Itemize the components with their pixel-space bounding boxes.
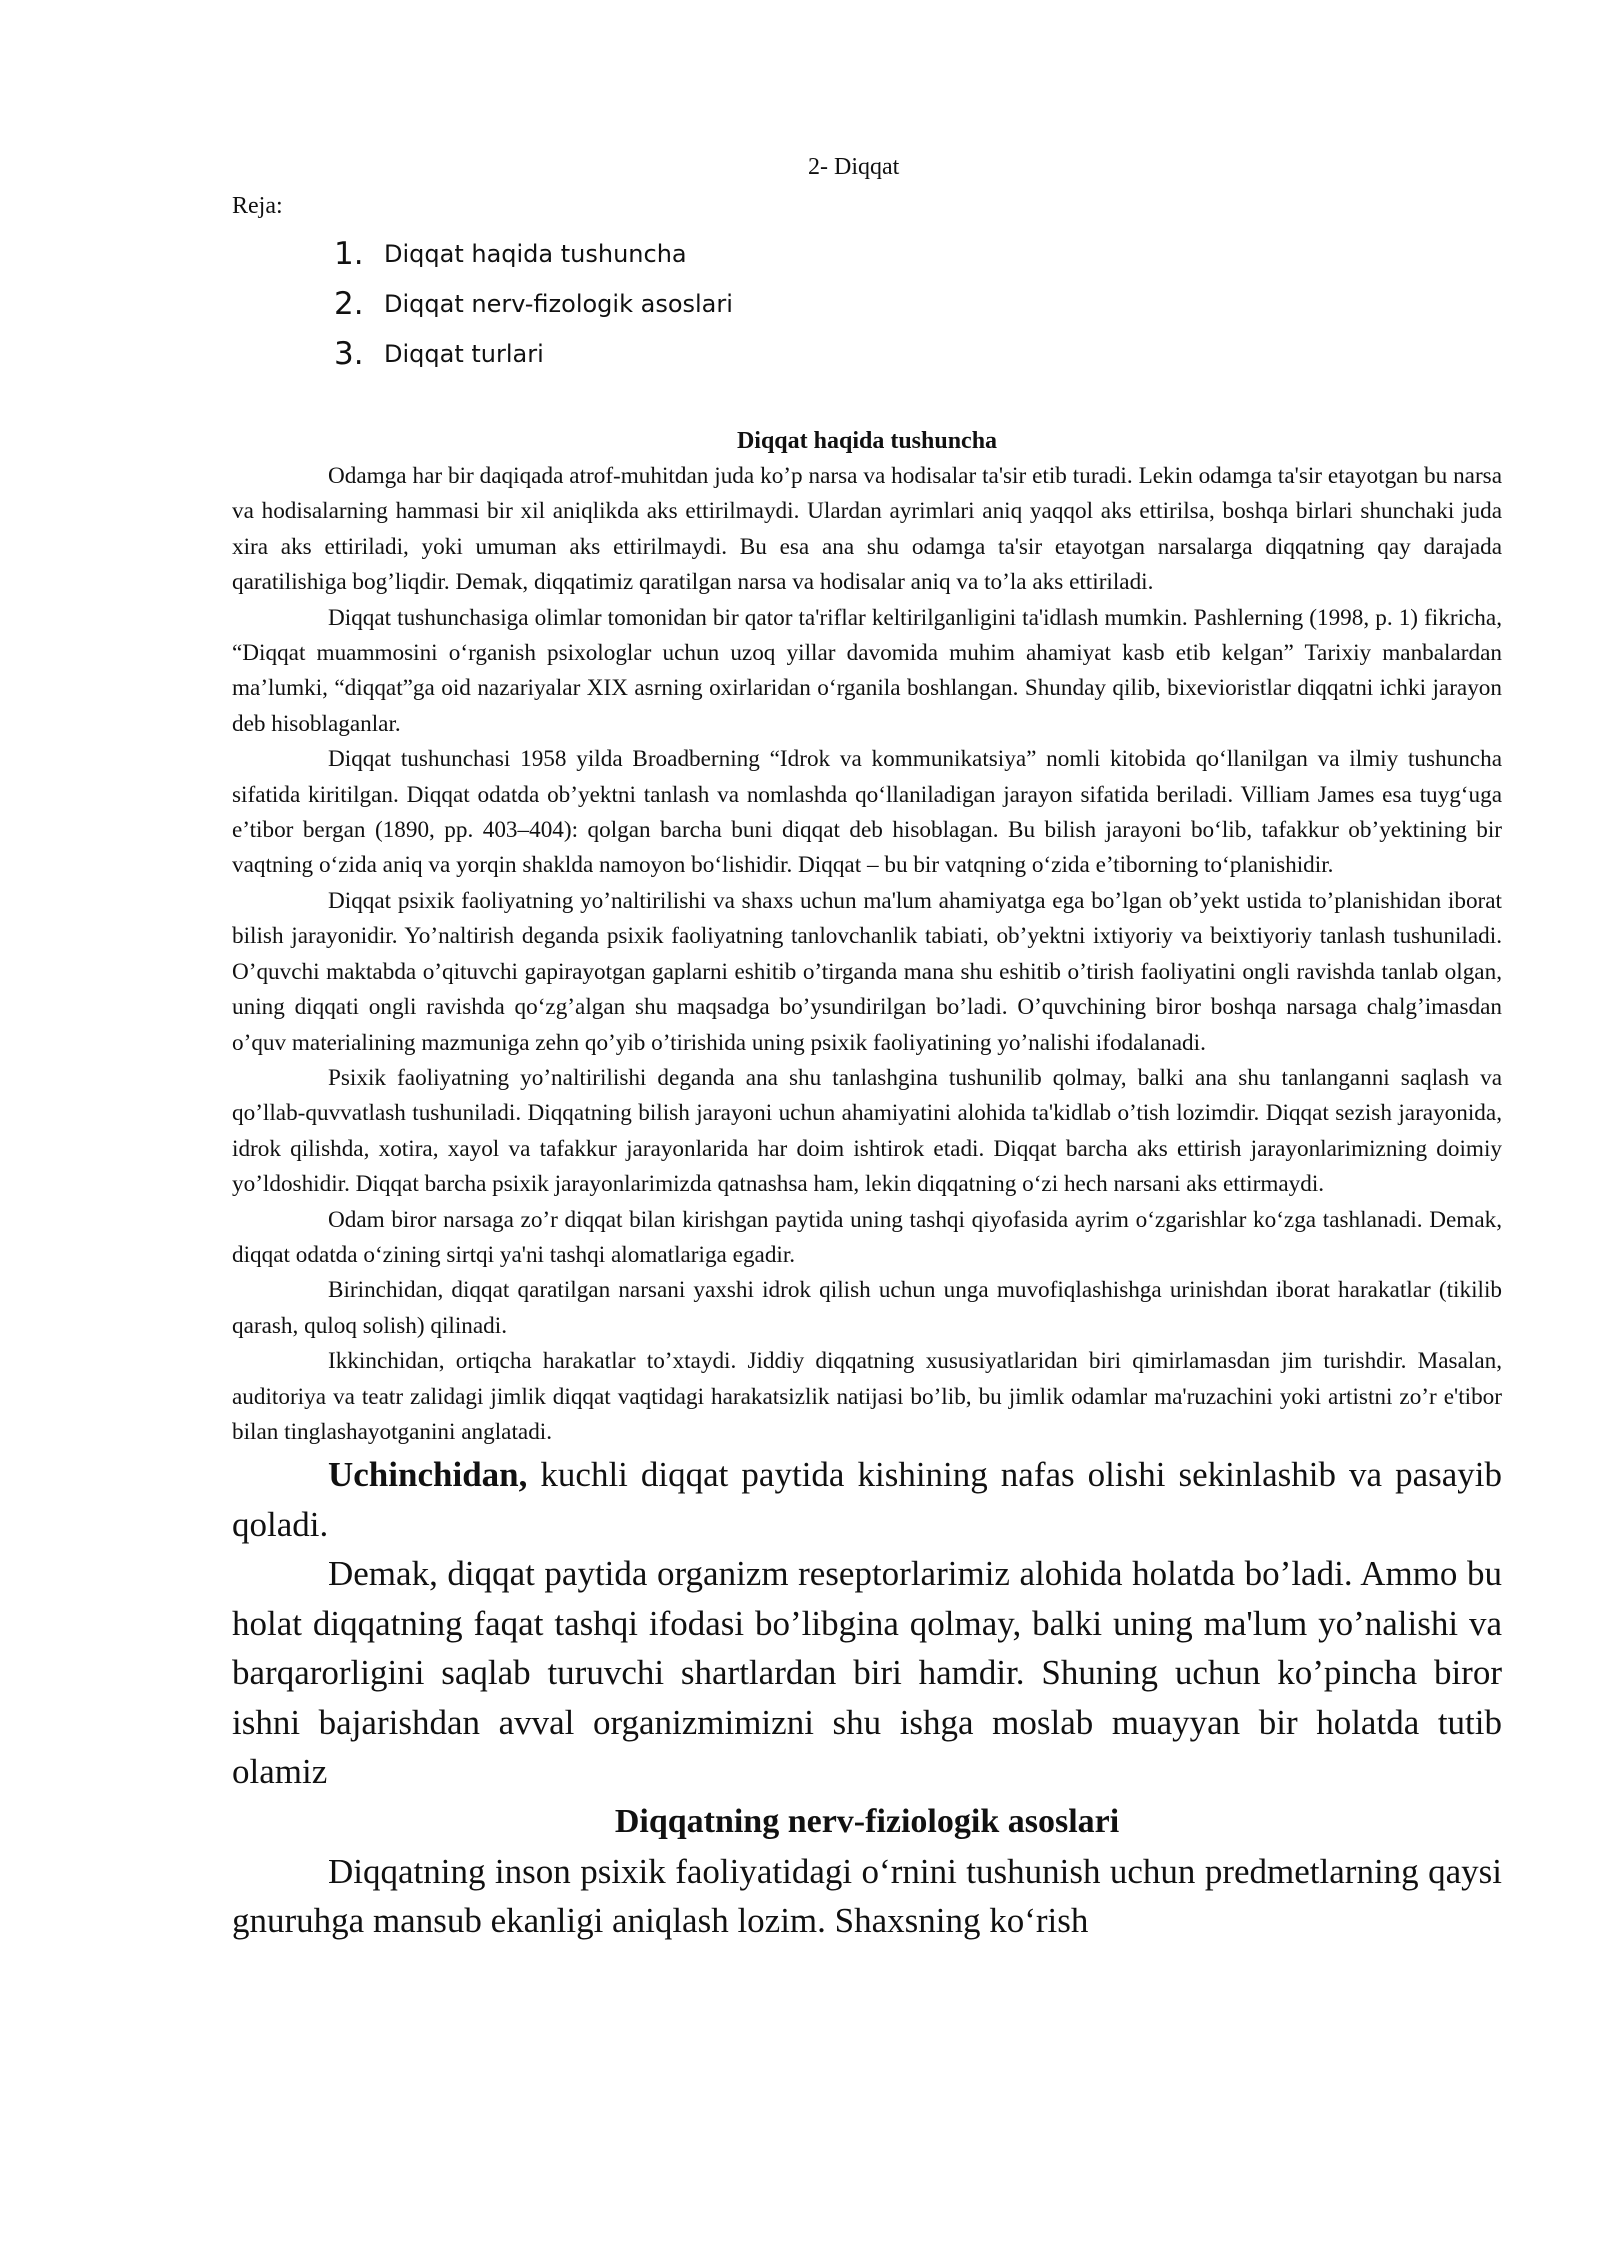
body-paragraph: Odam biror narsaga zo’r diqqat bilan kirishgan paytida uning tashqi qiyofasida ayrim o‘zgarishlar ko‘zga tashlanadi. Demak, diqqat odatda o‘zining sirtqi ya'ni tashqi alomatlariga egadir.: [232, 1206, 1502, 1268]
plan-item: [334, 229, 733, 279]
body-paragraph-large: Diqqatning inson psixik faoliyatidagi o‘rnini tushunish uchun predmetlarning qaysi gnuruhga mansub ekanligi aniqlash lozim. Shaxsning ko‘rish: [232, 1851, 1502, 1941]
plan-item-number: 3.: [334, 336, 364, 372]
body-paragraph-large: [232, 1450, 1502, 1549]
paragraph-text: kuchli diqqat paytida kishining nafas olishi sekinlashib va pasayib qoladi.: [232, 1455, 1502, 1544]
plan-item-text: Diqqat haqida tushuncha: [384, 240, 687, 268]
plan-item-number: 1.: [334, 236, 364, 272]
body-paragraph: Diqqat psixik faoliyatning yo’naltirilishi va shaxs uchun ma'lum ahamiyatga ega bo’lgan ob’yekt ustida to’planishidan iborat bilish jarayonidir. Yo’naltirish deganda psixik faoliyatning tanlovchanlik tabiati, ob’yektni ixtiyoriy va beixtiyoriy tanlash tushuniladi. O’quvchi maktabda o’qituvchi gapirayotgan gaplarni eshitib o’tirganda mana shu eshitib o’tirish faoliyatini ongli ravishda tanlab olgan, uning diqqati ongli ravishda qo‘zg’algan shu maqsadga bo’ysundirilgan bo’ladi. O’quvchining biror boshqa narsaga chalg’imasdan o’quv materialining mazmuniga zehn qo’yib o’tirishida uning psixik faoliyatining yo’nalishi ifodalanadi.: [232, 887, 1502, 1056]
plan-label: Reja:: [232, 193, 283, 219]
plan-item-text: Diqqat nerv-fizologik asoslari: [384, 290, 733, 318]
body-paragraph-large: Demak, diqqat paytida organizm reseptorlarimiz alohida holatda bo’ladi. Ammo bu holat diqqatning faqat tashqi ifodasi bo’libgina qolmay, balki uning ma'lum yo’nalishi va barqarorligini saqlab turuvchi shartlardan biri hamdir. Shuning uchun ko’pincha biror ishni bajarishdan avval organizmimizni shu ishga moslab muayyan bir holatda tutib olamiz: [232, 1554, 1502, 1792]
body-paragraph: Birinchidan, diqqat qaratilgan narsani yaxshi idrok qilish uchun unga muvofiqlashishga urinishdan iborat harakatlar (tikilib qarash, quloq solish) qilinadi.: [232, 1277, 1502, 1339]
body-paragraph: Diqqat tushunchasi 1958 yilda Broadberning “Idrok va kommunikatsiya” nomli kitobida qo‘llanilgan va ilmiy tushuncha sifatida kiritilgan. Diqqat odatda ob’yektni tanlash va nomlashda qo‘llaniladigan jarayon sifatida beriladi. Villiam James esa tuyg‘uga e’tibor bergan (1890, pp. 403–404): qolgan barcha buni diqqat deb hisoblagan. Bu bilish jarayoni bo‘lib, tafakkur ob’yektining bir vaqtning o‘zida aniq va yorqin shaklda namoyon bo‘lishidir. Diqqat – bu bir vatqning o‘zida e’tiborning to‘planishidir.: [232, 746, 1502, 879]
document-body: [232, 423, 1502, 1946]
body-paragraph: Psixik faoliyatning yo’naltirilishi deganda ana shu tanlashgina tushunilib qolmay, balki ana shu tanlanganni saqlash va qo’llab-quvvatlash tushuniladi. Diqqatning bilish jarayoni uchun ahamiyatini alohida ta'kidlab o’tish lozimdir. Diqqat sezish jarayonida, idrok qilishda, xotira, xayol va tafakkur jarayonlarida har doim ishtirok etadi. Diqqat barcha aks ettirish jarayonlarimizning doimiy yo’ldoshidir. Diqqat barcha psixik jarayonlarimizda qatnashsa ham, lekin diqqatning o‘zi hech narsani aks ettirmaydi.: [232, 1064, 1502, 1198]
plan-item: [334, 329, 733, 379]
bold-lead-word: Uchinchidan,: [328, 1455, 528, 1495]
plan-item-text: Diqqat turlari: [384, 340, 544, 368]
plan-item: [334, 279, 733, 329]
plan-item-number: 2.: [334, 286, 364, 322]
body-paragraph: Odamga har bir daqiqada atrof-muhitdan juda ko’p narsa va hodisalar ta'sir etib turadi. Lekin odamga ta'sir etayotgan bu narsa va hodisalarning hammasi bir xil aniqlikda aks ettirilmaydi. Ulardan ayrimlari aniq yaqqol aks ettirilsa, boshqa birlari shunchaki juda xira aks ettiriladi, yoki umuman aks ettirilmaydi. Bu esa ana shu odamga ta'sir etayotgan narsalarga diqqatning qay darajada qaratilishiga bog’liqdir. Demak, diqqatimiz qaratilgan narsa va hodisalar aniq va to’la aks ettiriladi.: [232, 463, 1502, 596]
document-header: 2- Diqqat: [808, 154, 900, 180]
plan-list: [334, 229, 733, 379]
section-title: Diqqatning nerv-fiziologik asoslari: [614, 1802, 1120, 1840]
body-paragraph: Diqqat tushunchasiga olimlar tomonidan bir qator ta'riflar keltirilganligini ta'idlash mumkin. Pashlerning (1998, p. 1) fikricha, “Diqqat muammosini o‘rganish psixologlar uchun uzoq yillar davomida muhim ahamiyat kasb etib kelgan” Tarixiy manbalardan ma’lumki, “diqqat”ga oid nazariyalar XIX asrning oxirlaridan o‘rganila boshlangan. Shunday qilib, bixevioristlar diqqatni ichki jarayon deb hisoblaganlar.: [232, 604, 1502, 737]
body-paragraph: Ikkinchidan, ortiqcha harakatlar to’xtaydi. Jiddiy diqqatning xususiyatlaridan biri qimirlamasdan jim turishdir. Masalan, auditoriya va teatr zalidagi jimlik diqqat vaqtidagi harakatsizlik natijasi bo’lib, bu jimlik odamlar ma'ruzachini yoki artistni zo’r e'tibor bilan tinglashayotganini anglatadi.: [232, 1348, 1502, 1445]
section-title: Diqqat haqida tushuncha: [736, 428, 998, 454]
